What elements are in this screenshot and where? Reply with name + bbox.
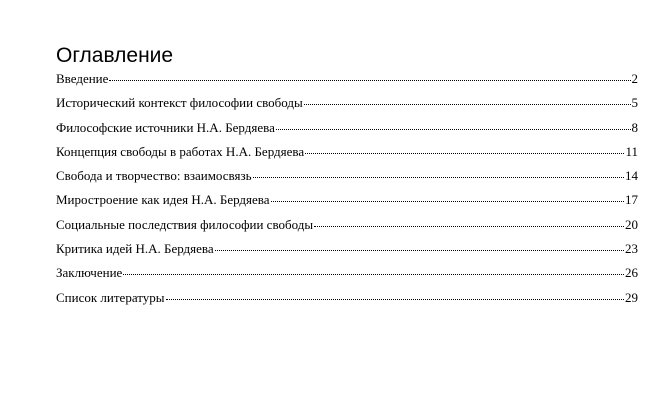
toc-entry-label: Введение — [56, 71, 109, 86]
toc-entry-page: 11 — [625, 143, 638, 159]
dot-leader — [253, 177, 624, 178]
toc-entry-label: Философские источники Н.А. Бердяева — [56, 119, 275, 135]
toc-entry-page: 23 — [625, 241, 638, 257]
toc-entry-page: 20 — [625, 216, 638, 232]
dot-leader — [166, 299, 625, 300]
toc-entry-page: 17 — [625, 192, 638, 208]
toc-entry[interactable] — [56, 290, 638, 314]
dot-leader — [123, 274, 624, 275]
toc-entry-label: Миростроение как идея Н.А. Бердяева — [56, 192, 270, 208]
toc-entry-label: Критика идей Н.А. Бердяева — [56, 241, 214, 257]
toc-entry-label: Концепция свободы в работах Н.А. Бердяева — [56, 143, 305, 159]
toc-list — [56, 71, 638, 314]
toc-entry[interactable] — [56, 71, 638, 95]
toc-entry-page: 2 — [631, 71, 638, 86]
dot-leader — [271, 201, 624, 202]
dot-leader — [109, 80, 630, 81]
toc-entry-label: Социальные последствия философии свободы — [56, 216, 314, 232]
toc-entry-label: Свобода и творчество: взаимосвязь — [56, 168, 252, 184]
toc-entry[interactable] — [56, 241, 638, 265]
toc-entry[interactable] — [56, 217, 638, 241]
toc-entry-label: Список литературы — [56, 289, 165, 305]
table-of-contents — [56, 44, 638, 314]
toc-entry[interactable] — [56, 120, 638, 144]
toc-entry-label: Исторический контекст философии свободы — [56, 95, 303, 111]
toc-entry[interactable] — [56, 265, 638, 289]
toc-entry-page: 26 — [625, 265, 638, 281]
toc-entry[interactable] — [56, 95, 638, 119]
toc-title: Оглавление — [56, 44, 174, 67]
dot-leader — [276, 129, 631, 130]
toc-entry-label: Заключение — [56, 265, 123, 281]
dot-leader — [304, 104, 631, 105]
toc-entry-page: 5 — [631, 95, 638, 111]
dot-leader — [215, 250, 624, 251]
toc-entry-page: 8 — [631, 119, 638, 135]
toc-entry-page: 14 — [625, 168, 638, 184]
toc-entry[interactable] — [56, 192, 638, 216]
dot-leader — [305, 153, 624, 154]
dot-leader — [314, 226, 624, 227]
toc-entry[interactable] — [56, 168, 638, 192]
toc-entry[interactable] — [56, 144, 638, 168]
toc-entry-page: 29 — [625, 289, 638, 305]
